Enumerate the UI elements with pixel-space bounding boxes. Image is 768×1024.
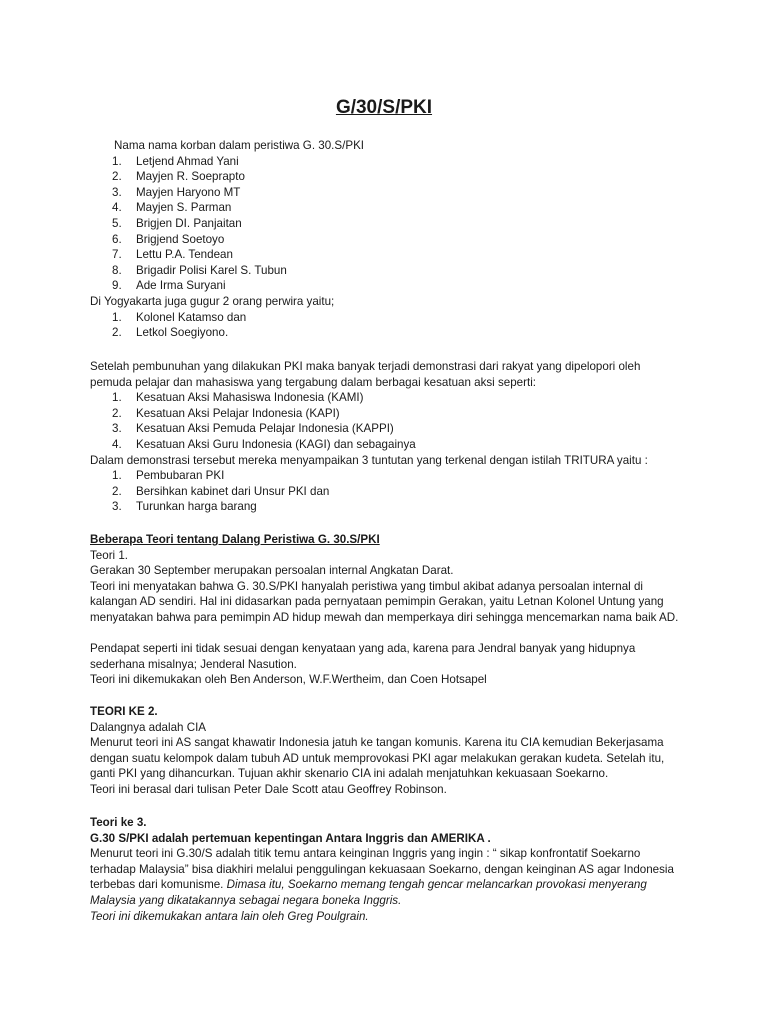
victims-list [90, 154, 690, 294]
yogya-list [90, 310, 690, 341]
list-item: 3. Turunkan harga barang [112, 500, 257, 514]
list-item: 1. Letjend Ahmad Yani [112, 154, 239, 168]
list-item: 7. Lettu P.A. Tendean [112, 248, 233, 262]
teori1-label: Teori 1. [90, 548, 129, 562]
list-item: 1. Pembubaran PKI [112, 469, 225, 483]
demo-section [90, 359, 690, 515]
paragraph-line: Menurut teori ini G.30/S adalah titik temu antara keinginan Inggris yang ingin : “ sikap konfrontatif Soekarno [90, 847, 641, 861]
paragraph-line: sederhana misalnya; Jenderal Nasution. [90, 657, 297, 671]
teori-heading: Beberapa Teori tentang Dalang Peristiwa G. 30.S/PKI [90, 533, 380, 546]
list-item: 4. Mayjen S. Parman [112, 201, 232, 215]
paragraph-line: Malaysia yang dikatakannya sebagai negara boneka Inggris. [90, 893, 402, 907]
victims-intro: Nama nama korban dalam peristiwa G. 30.S/PKI [114, 139, 365, 152]
paragraph-line: kalangan AD sendiri. Hal ini didasarkan pada pernyataan pemimpin Gerakan, yaitu Letnan Kolonel Untung yang [90, 595, 664, 609]
paragraph-line: terbebas dari komunisme. Dimasa itu, Soekarno memang tengah gencar melancarkan provokasi menyerang [90, 878, 647, 892]
list-item: 1. Kesatuan Aksi Mahasiswa Indonesia (KAMI) [112, 391, 364, 405]
list-item: 5. Brigjen DI. Panjaitan [112, 216, 242, 230]
list-item: 9. Ade Irma Suryani [112, 279, 226, 293]
demo-paragraph-line: pemuda pelajar dan mahasiswa yang tergabung dalam berbagai kesatuan aksi seperti: [90, 375, 536, 389]
list-item: 2. Letkol Soegiyono. [112, 326, 229, 340]
list-item: 6. Brigjend Soetoyo [112, 232, 225, 246]
demo-paragraph-line: Setelah pembunuhan yang dilakukan PKI maka banyak terjadi demonstrasi dari rakyat yang dipelopori oleh [90, 360, 641, 373]
teori2-section [90, 704, 690, 798]
tritura-intro: Dalam demonstrasi tersebut mereka menyampaikan 3 tuntutan yang terkenal dengan istilah TRITURA yaitu : [90, 453, 648, 467]
paragraph-line: Teori ini dikemukakan oleh Ben Anderson, W.F.Wertheim, dan Coen Hotsapel [90, 673, 487, 687]
paragraph-line: ganti PKI yang dihancurkan. Tujuan akhir skenario CIA ini adalah menjatuhkan kekuasaan Soekarno. [90, 767, 609, 781]
paragraph-line: Teori ini berasal dari tulisan Peter Dale Scott atau Geoffrey Robinson. [90, 782, 447, 796]
teori3-subtitle: G.30 S/PKI adalah pertemuan kepentingan Antara Inggris dan AMERIKA . [90, 831, 491, 845]
paragraph-line: Teori ini dikemukakan antara lain oleh Greg Poulgrain. [90, 909, 369, 923]
paragraph-line: terhadap Malaysia” bisa diakhiri melalui penggulingan kekuasaan Soekarno, dengan keinginan AS agar Indonesia [90, 862, 674, 876]
tritura-list [90, 468, 690, 515]
paragraph-line: Dalangnya adalah CIA [90, 720, 207, 734]
paragraph-line: Pendapat seperti ini tidak sesuai dengan kenyataan yang ada, karena para Jendral banyak yang hidupnya [90, 642, 636, 656]
list-item: 8. Brigadir Polisi Karel S. Tubun [112, 263, 287, 277]
list-item: 2. Bersihkan kabinet dari Unsur PKI dan [112, 484, 330, 498]
paragraph-line: menyatakan bahwa para pemimpin AD hidup mewah dan memperkaya diri sehingga mencemarkan nama baik AD. [90, 610, 679, 624]
list-item: 1. Kolonel Katamso dan [112, 310, 247, 324]
teori3-section [90, 815, 690, 924]
paragraph-line: Menurut teori ini AS sangat khawatir Indonesia jatuh ke tangan komunis. Karena itu CIA kemudian Bekerjasama [90, 736, 664, 750]
kesatuan-list [90, 390, 690, 452]
teori3-label: Teori ke 3. [90, 816, 147, 829]
list-item: 2. Mayjen R. Soeprapto [112, 170, 245, 184]
paragraph-line: Teori ini menyatakan bahwa G. 30.S/PKI hanyalah peristiwa yang timbul akibat adanya persoalan internal di [90, 579, 643, 593]
document-title: G/30/S/PKI [335, 97, 433, 118]
yogya-intro: Di Yogyakarta juga gugur 2 orang perwira yaitu; [90, 294, 335, 308]
list-item: 4. Kesatuan Aksi Guru Indonesia (KAGI) dan sebagainya [112, 437, 416, 451]
list-item: 2. Kesatuan Aksi Pelajar Indonesia (KAPI) [112, 406, 340, 420]
list-item: 3. Mayjen Haryono MT [112, 185, 241, 199]
teori-section [90, 532, 690, 688]
teori2-label: TEORI KE 2. [90, 705, 158, 718]
paragraph-line: dengan suatu kelompok dalam tubuh AD untuk memprovokasi PKI agar melakukan gerakan kudeta. Setelah itu, [90, 751, 665, 765]
list-item: 3. Kesatuan Aksi Pemuda Pelajar Indonesia (KAPPI) [112, 422, 394, 436]
victims-section [90, 138, 690, 341]
paragraph-line: Gerakan 30 September merupakan persoalan internal Angkatan Darat. [90, 564, 454, 578]
